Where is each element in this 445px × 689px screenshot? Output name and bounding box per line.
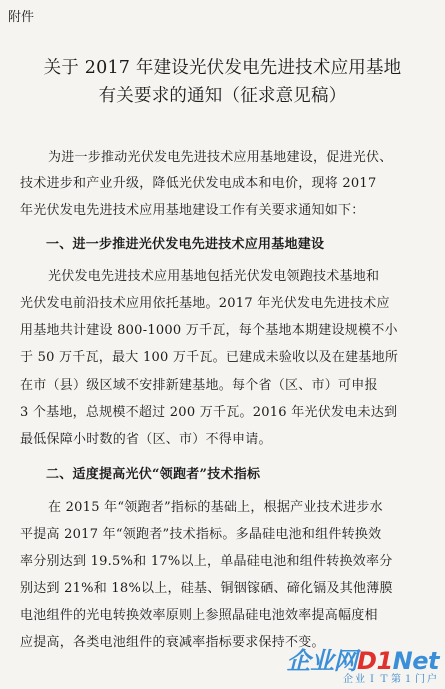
- body-line: 应提高，各类电池组件的衰减率指标要求保持不变。: [20, 635, 325, 650]
- body-line: 电池组件的光电转换效率原则上参照晶硅电池效率提高幅度相: [20, 608, 378, 623]
- watermark-logo: 企业网D1Net: [286, 647, 439, 675]
- body-line: 年光伏发电先进技术应用基地建设工作有关要求通知如下：: [20, 203, 365, 218]
- body-line: 别达到 21%和 18%以上，硅基、铜铟镓硒、碲化镉及其他薄膜: [20, 581, 393, 596]
- section-heading-2: 二、适度提高光伏“领跑者”技术指标: [46, 467, 261, 482]
- body-line: 为进一步推动光伏发电先进技术应用基地建设，促进光伏、: [48, 150, 393, 165]
- attachment-label: 附件: [8, 10, 35, 25]
- section-heading-1: 一、进一步推进光伏发电先进技术应用基地建设: [46, 237, 325, 252]
- body-line: 用基地共计建设 800-1000 万千瓦，每个基地本期建设规模不小: [20, 323, 398, 338]
- body-line: 技术进步和产业升级，降低光伏发电成本和电价，现将 2017: [20, 176, 377, 191]
- body-line: 率分别达到 19.5%和 17%以上，单晶硅电池和组件转换效率分: [20, 554, 393, 569]
- body-line: 于 50 万千瓦，最大 100 万千瓦。已建成未验收以及在建基地所: [20, 350, 399, 365]
- site-watermark: [287, 649, 439, 685]
- body-line: 最低保障小时数的省（区、市）不得申请。: [20, 432, 272, 447]
- body-line: 在 2015 年“领跑者”指标的基础上，根据产业技术进步水: [48, 500, 383, 515]
- body-line: 光伏发电先进技术应用基地包括光伏发电领跑技术基地和: [48, 269, 380, 284]
- body-line: 在市（县）级区域不安排新建基地。每个省（区、市）可申报: [20, 378, 378, 393]
- body-line: 平提高 2017 年“领跑者”技术指标。多晶硅电池和组件转换效: [20, 527, 382, 542]
- document-title-line-1: 关于 2017 年建设光伏发电先进技术应用基地: [43, 58, 402, 78]
- body-line: 光伏发电前沿技术应用依托基地。2017 年光伏发电先进技术应: [20, 296, 390, 311]
- document-title-line-2: 有关要求的通知（征求意见稿）: [98, 86, 347, 106]
- body-line: 3 个基地，总规模不超过 200 万千瓦。2016 年光伏发电未达到: [20, 405, 398, 420]
- watermark-slogan: 企业ＩＴ第１门户: [343, 674, 439, 685]
